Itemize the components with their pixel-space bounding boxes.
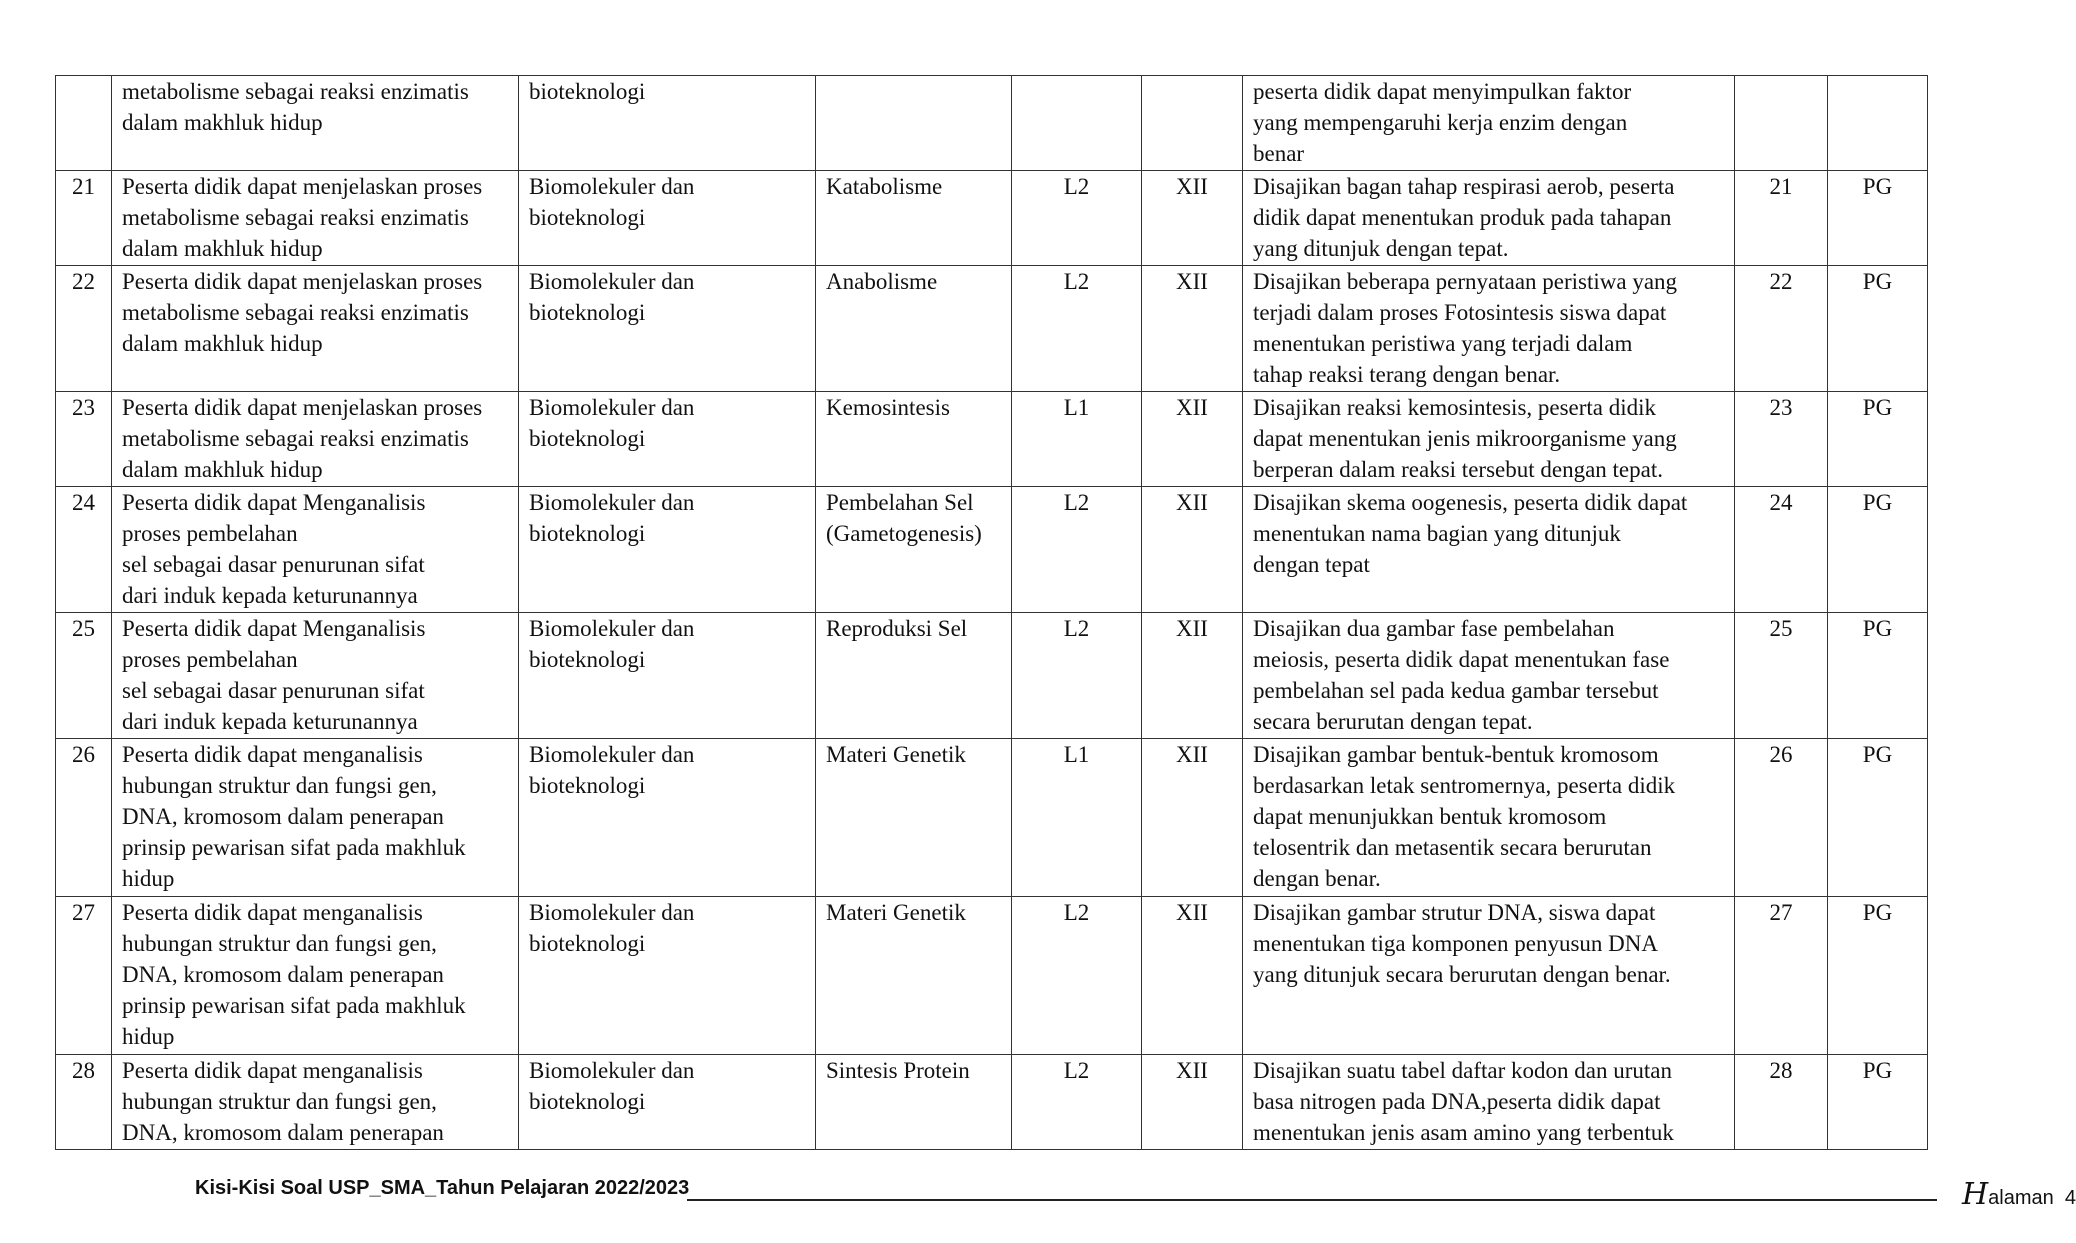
row-number-cell: 27: [56, 897, 112, 1055]
grade-cell: [1142, 76, 1243, 171]
competency-cell: Peserta didik dapat menganalisis hubungan struktur dan fungsi gen, DNA, kromosom dalam penerapan prinsip pewarisan sifat pada makhluk hidup: [112, 739, 519, 897]
question-number-cell: 27: [1735, 897, 1828, 1055]
table-row: [56, 897, 1928, 1055]
question-form-cell: PG: [1828, 613, 1928, 739]
indicator-cell: Disajikan gambar bentuk-bentuk kromosom berdasarkan letak sentromernya, peserta didik dapat menunjukkan bentuk kromosom telosentrik dan metasentik secara berurutan dengan benar.: [1243, 739, 1735, 897]
indicator-cell: Disajikan bagan tahap respirasi aerob, peserta didik dapat menentukan produk pada tahapan yang ditunjuk dengan tepat.: [1243, 171, 1735, 266]
page-footer: [195, 1177, 2076, 1217]
grade-cell: XII: [1142, 266, 1243, 392]
level-cell: L2: [1012, 897, 1142, 1055]
footer-rule: [687, 1199, 1937, 1201]
material-cell: Materi Genetik: [816, 739, 1012, 897]
table-row: [56, 1055, 1928, 1150]
page-number: 4: [2064, 1187, 2076, 1209]
indicator-cell: Disajikan skema oogenesis, peserta didik dapat menentukan nama bagian yang ditunjuk dengan tepat: [1243, 487, 1735, 613]
level-cell: L2: [1012, 171, 1142, 266]
scope-cell: Biomolekuler dan bioteknologi: [519, 1055, 816, 1150]
competency-cell: metabolisme sebagai reaksi enzimatis dalam makhluk hidup: [112, 76, 519, 171]
table-row: [56, 76, 1928, 171]
material-cell: Reproduksi Sel: [816, 613, 1012, 739]
scope-cell: Biomolekuler dan bioteknologi: [519, 613, 816, 739]
scope-cell: Biomolekuler dan bioteknologi: [519, 266, 816, 392]
grade-cell: XII: [1142, 897, 1243, 1055]
grade-cell: XII: [1142, 487, 1243, 613]
scope-cell: Biomolekuler dan bioteknologi: [519, 487, 816, 613]
question-number-cell: 25: [1735, 613, 1828, 739]
indicator-cell: Disajikan dua gambar fase pembelahan meiosis, peserta didik dapat menentukan fase pembelahan sel pada kedua gambar tersebut secara berurutan dengan tepat.: [1243, 613, 1735, 739]
level-cell: L2: [1012, 613, 1142, 739]
indicator-cell: Disajikan reaksi kemosintesis, peserta didik dapat menentukan jenis mikroorganisme yang berperan dalam reaksi tersebut dengan tepat.: [1243, 392, 1735, 487]
row-number-cell: 21: [56, 171, 112, 266]
material-cell: [816, 76, 1012, 171]
question-number-cell: 23: [1735, 392, 1828, 487]
indicator-cell: Disajikan beberapa pernyataan peristiwa yang terjadi dalam proses Fotosintesis siswa dapat menentukan peristiwa yang terjadi dalam tahap reaksi terang dengan benar.: [1243, 266, 1735, 392]
material-cell: Materi Genetik: [816, 897, 1012, 1055]
indicator-cell: Disajikan gambar strutur DNA, siswa dapat menentukan tiga komponen penyusun DNA yang ditunjuk secara berurutan dengan benar.: [1243, 897, 1735, 1055]
row-number-cell: 25: [56, 613, 112, 739]
row-number-cell: [56, 76, 112, 171]
level-cell: L1: [1012, 739, 1142, 897]
grade-cell: XII: [1142, 392, 1243, 487]
question-number-cell: 28: [1735, 1055, 1828, 1150]
material-cell: Anabolisme: [816, 266, 1012, 392]
question-form-cell: PG: [1828, 171, 1928, 266]
scope-cell: Biomolekuler dan bioteknologi: [519, 171, 816, 266]
question-number-cell: 24: [1735, 487, 1828, 613]
question-number-cell: 22: [1735, 266, 1828, 392]
question-form-cell: PG: [1828, 266, 1928, 392]
competency-cell: Peserta didik dapat menjelaskan proses metabolisme sebagai reaksi enzimatis dalam makhluk hidup: [112, 392, 519, 487]
level-cell: L1: [1012, 392, 1142, 487]
table-row: [56, 171, 1928, 266]
row-number-cell: 24: [56, 487, 112, 613]
material-cell: Sintesis Protein: [816, 1055, 1012, 1150]
page-label: alaman: [1988, 1187, 2054, 1209]
question-form-cell: PG: [1828, 739, 1928, 897]
row-number-cell: 26: [56, 739, 112, 897]
table-row: [56, 266, 1928, 392]
question-number-cell: [1735, 76, 1828, 171]
grade-cell: XII: [1142, 739, 1243, 897]
kisi-kisi-table: [55, 75, 1928, 1150]
level-cell: L2: [1012, 487, 1142, 613]
scope-cell: Biomolekuler dan bioteknologi: [519, 392, 816, 487]
footer-title: Kisi-Kisi Soal USP_SMA_Tahun Pelajaran 2022/2023: [195, 1177, 690, 1199]
question-form-cell: [1828, 76, 1928, 171]
question-number-cell: 21: [1735, 171, 1828, 266]
scope-cell: Biomolekuler dan bioteknologi: [519, 739, 816, 897]
row-number-cell: 22: [56, 266, 112, 392]
grade-cell: XII: [1142, 1055, 1243, 1150]
table-row: [56, 739, 1928, 897]
competency-cell: Peserta didik dapat menganalisis hubungan struktur dan fungsi gen, DNA, kromosom dalam penerapan: [112, 1055, 519, 1150]
question-form-cell: PG: [1828, 1055, 1928, 1150]
indicator-cell: Disajikan suatu tabel daftar kodon dan urutan basa nitrogen pada DNA,peserta didik dapat menentukan jenis asam amino yang terbentuk: [1243, 1055, 1735, 1150]
table-row: [56, 613, 1928, 739]
question-form-cell: PG: [1828, 897, 1928, 1055]
competency-cell: Peserta didik dapat menjelaskan proses metabolisme sebagai reaksi enzimatis dalam makhluk hidup: [112, 266, 519, 392]
row-number-cell: 23: [56, 392, 112, 487]
table-row: [56, 487, 1928, 613]
material-cell: Pembelahan Sel (Gametogenesis): [816, 487, 1012, 613]
question-number-cell: 26: [1735, 739, 1828, 897]
scope-cell: bioteknologi: [519, 76, 816, 171]
material-cell: Katabolisme: [816, 171, 1012, 266]
question-form-cell: PG: [1828, 487, 1928, 613]
grade-cell: XII: [1142, 613, 1243, 739]
competency-cell: Peserta didik dapat Menganalisis proses pembelahan sel sebagai dasar penurunan sifat dari induk kepada keturunannya: [112, 613, 519, 739]
level-cell: L2: [1012, 266, 1142, 392]
material-cell: Kemosintesis: [816, 392, 1012, 487]
page-label-initial: H: [1962, 1177, 1989, 1212]
level-cell: [1012, 76, 1142, 171]
indicator-cell: peserta didik dapat menyimpulkan faktor yang mempengaruhi kerja enzim dengan benar: [1243, 76, 1735, 171]
question-form-cell: PG: [1828, 392, 1928, 487]
table-row: [56, 392, 1928, 487]
scope-cell: Biomolekuler dan bioteknologi: [519, 897, 816, 1055]
level-cell: L2: [1012, 1055, 1142, 1150]
competency-cell: Peserta didik dapat menjelaskan proses metabolisme sebagai reaksi enzimatis dalam makhluk hidup: [112, 171, 519, 266]
competency-cell: Peserta didik dapat Menganalisis proses pembelahan sel sebagai dasar penurunan sifat dari induk kepada keturunannya: [112, 487, 519, 613]
page-indicator: [1962, 1177, 2076, 1212]
competency-cell: Peserta didik dapat menganalisis hubungan struktur dan fungsi gen, DNA, kromosom dalam penerapan prinsip pewarisan sifat pada makhluk hidup: [112, 897, 519, 1055]
row-number-cell: 28: [56, 1055, 112, 1150]
grade-cell: XII: [1142, 171, 1243, 266]
